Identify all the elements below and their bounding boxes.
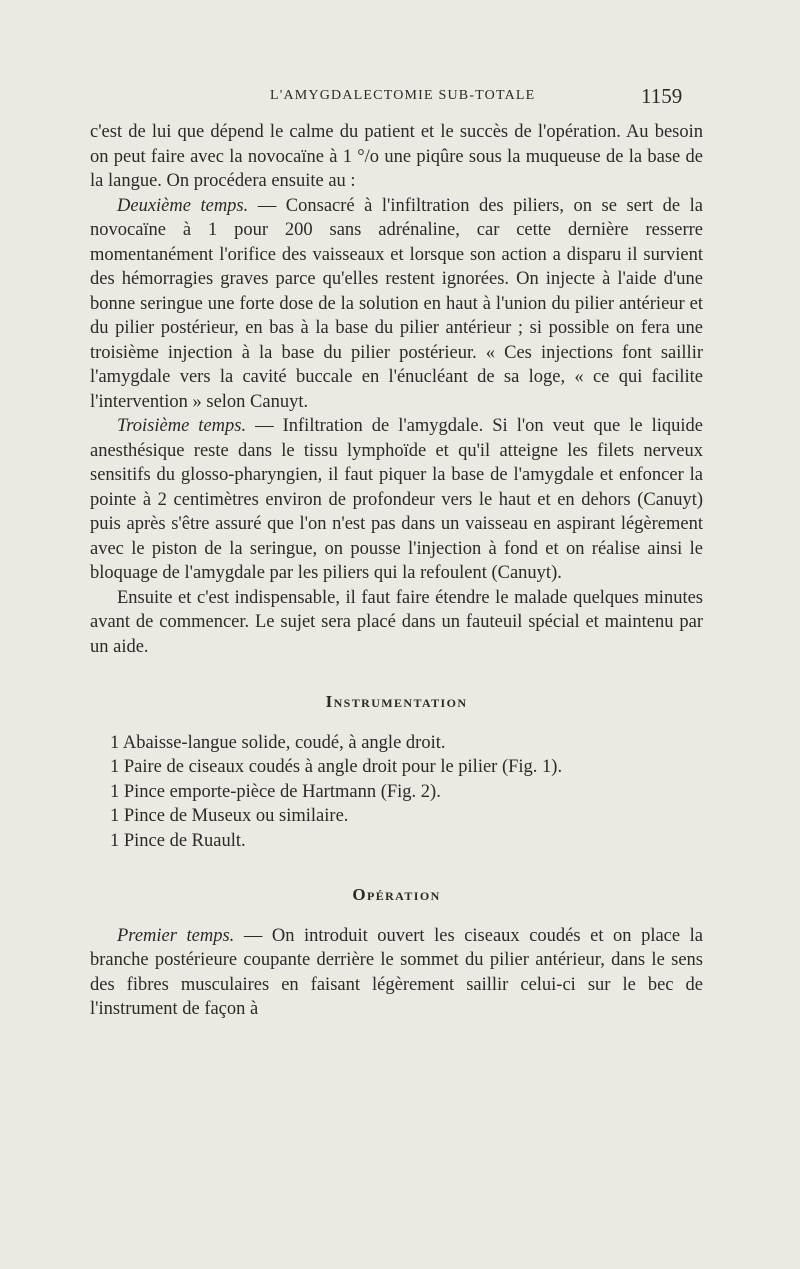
paragraph-continuation: c'est de lui que dépend le calme du patient et le succès de l'opération. Au besoin on peut faire avec la novocaïne à 1 °/o une piqûre sous la muqueuse de la base de la langue. On procédera ensuite au : xyxy=(90,122,703,191)
instrument-list xyxy=(90,731,703,854)
list-item: 1 Pince de Museux ou similaire. xyxy=(110,806,349,826)
paragraph-deuxieme-temps xyxy=(90,194,703,415)
list-item: 1 Pince emporte-pièce de Hartmann (Fig. 2). xyxy=(110,781,441,802)
paragraph-ensuite: Ensuite et c'est indispensable, il faut faire étendre le malade quelques minutes avant de commencer. Le sujet sera placé dans un fauteuil spécial et maintenu par un aide. xyxy=(90,587,703,657)
list-item: 1 Abaisse-langue solide, coudé, à angle droit. xyxy=(110,732,446,753)
page-number: 1159 xyxy=(641,84,683,108)
paragraph-text: — Infiltration de l'amygdale. Si l'on veut que le liquide anesthésique reste dans le tissu lymphoïde et qu'il atteigne les filets nerveux sensitifs du glosso-pharyngien, il faut piquer la base de l'amygdale et enfoncer la pointe à 2 centimètres environ de profondeur vers le haut et en dehors (Canuyt) puis après s'être assuré que l'on n'est pas dans un vaisseau en aspirant légèrement avec le piston de la seringue, on pousse l'injection à fond et on réalise ainsi le bloquage de l'amygdale par les piliers qui la refoulent (Canuyt). xyxy=(90,416,703,583)
section-heading-operation: Opération xyxy=(352,885,441,904)
paragraph-text: — On introduit ouvert les ciseaux coudés et on place la branche postérieure coupante derrière le sommet du pilier antérieur, dans le sens des fibres musculaires en faisant légèrement saillir celui-ci sur le bec de l'instrument de façon à xyxy=(90,925,703,1019)
running-head xyxy=(0,84,800,108)
page-body xyxy=(90,120,703,1022)
list-item: 1 Pince de Ruault. xyxy=(110,830,246,851)
paragraph-label: Troisième temps. xyxy=(117,416,247,436)
section-heading-instrumentation: Instrumentation xyxy=(325,692,468,711)
paragraph-label: Premier temps. xyxy=(117,925,235,946)
list-item: 1 Paire de ciseaux coudés à angle droit pour le pilier (Fig. 1). xyxy=(110,757,563,777)
paragraph-text: — Consacré à l'infiltration des piliers, on se sert de la novocaïne à 1 pour 200 sans adrénaline, car cette dernière resserre momentanément l'orifice des vaisseaux et lorsque son action a disparu il survient des hémorragies graves parce qu'elles restent ignorées. On injecte à l'aide d'une bonne seringue une forte dose de la solution en haut à l'union du pilier antérieur et du pilier postérieur, en bas à la base du pilier antérieur ; si possible on fera une troisième injection à la base du pilier postérieur. « Ces injections font saillir l'amygdale vers la cavité buccale en l'énucléant de sa loge, « ce qui facilite l'intervention » selon Canuyt. xyxy=(90,195,703,412)
paragraph-troisieme-temps xyxy=(90,414,703,586)
running-title: L'AMYGDALECTOMIE SUB-TOTALE xyxy=(270,88,536,103)
paragraph-label: Deuxième temps. xyxy=(117,195,249,216)
paragraph-premier-temps xyxy=(90,924,703,1022)
